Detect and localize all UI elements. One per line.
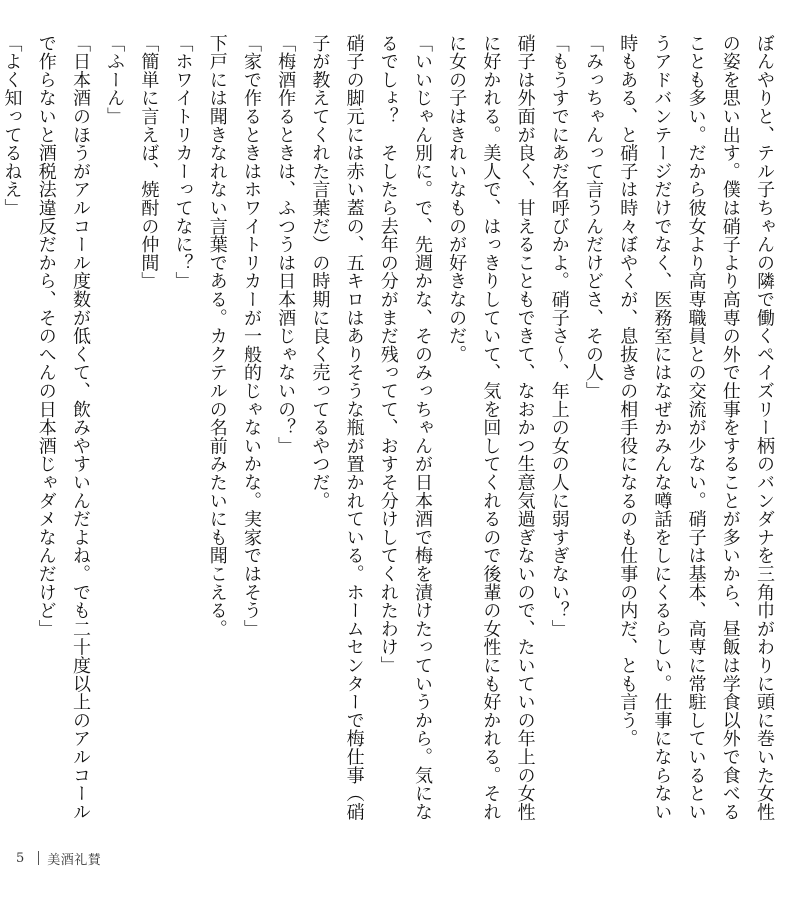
paragraph: 「ホワイトリカーってなに？」 — [172, 34, 194, 291]
paragraph: 下戸には聞きなれない言葉である。カクテルの名前みたいにも聞こえる。 — [206, 34, 228, 638]
paragraph: 「いいじゃん別に。で、先週かな、そのみっちゃんが日本酒で梅を漬けたっていうから。気になるでしょ？ そしたら去年の分がまだ残ってて、おすそ分けしてくれたわけ」 — [377, 34, 433, 821]
paragraph: 「梅酒作るときは、ふつうは日本酒じゃないの？」 — [275, 34, 297, 455]
paragraph: 硝子の脚元には赤い蓋の、五キロはありそうな瓶が置かれている。ホームセンターで梅仕事（硝子が教えてくれた言葉だ）の時期に良く売ってるやつだ。 — [309, 34, 365, 821]
paragraph: 「簡単に言えば、焼酎の仲間」 — [138, 34, 160, 291]
paragraph: 「よく知ってるねえ」 — [1, 34, 23, 217]
page-footer — [16, 848, 101, 868]
paragraph: 「ふーん」 — [104, 34, 126, 126]
footer-divider — [38, 851, 39, 865]
paragraph: 「家で作るときはホワイトリカーが一般的じゃないかな。実家ではそう」 — [240, 34, 262, 638]
page-number: 5 — [16, 850, 25, 866]
paragraph: 「日本酒のほうがアルコール度数が低くて、飲みやすいんだよね。でも二十度以上のアルコールで作らないと酒税法違反だから、そのへんの日本酒じゃダメなんだけど」 — [35, 34, 91, 821]
paragraph: 「もうすでにあだ名呼びかよ。硝子さ〜、年上の女の人に弱すぎない？」 — [548, 34, 570, 638]
book-title: 美酒礼賛 — [47, 852, 102, 868]
paragraph: 「みっちゃんって言うんだけどさ、その人」 — [582, 34, 604, 400]
paragraph: ぼんやりと、テル子ちゃんの隣で働くペイズリー柄のバンダナを三角巾がわりに頭に巻いた女性の姿を思い出す。僕は硝子より高専の外で仕事をすることが多いから、昼飯は学食以外で食べることも多い。だから彼女より高専職員との交流が少ない。硝子は基本、高専に常駐しているというアドバンテージだけでなく、医務室にはなぜかみんな噂話をしにくるらしい。仕事にならない時もある、と硝子は時々ぼやくが、息抜きの相手役になるのも仕事の内だ、とも言う。 — [617, 34, 775, 821]
vertical-text-block — [1, 34, 781, 824]
paragraph: 硝子は外面が良く、甘えることもできて、なおかつ生意気過ぎないので、たいていの年上の女性に好かれる。美人で、はっきりしていて、気を回してくれるので後輩の女性にも好かれる。それに女の子はきれいなものが好きなのだ。 — [446, 34, 536, 821]
